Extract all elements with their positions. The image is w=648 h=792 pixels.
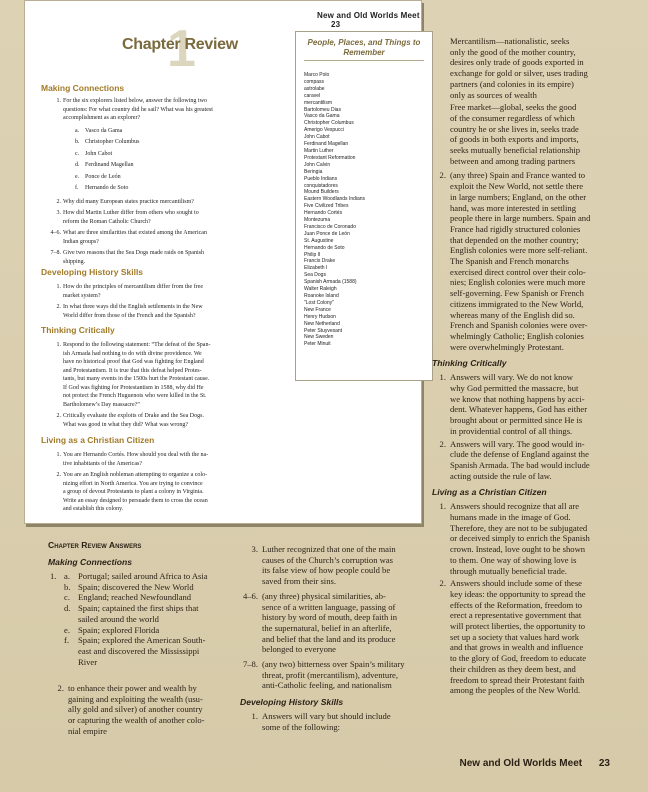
answer-line: key ideas: the opportunity to spread the bbox=[450, 588, 586, 599]
people-list-item: Francis Drake bbox=[304, 258, 336, 265]
answer-line: partners (and colonies in its empire) bbox=[450, 78, 574, 89]
answer-line: their children as they deem best, and bbox=[450, 663, 576, 674]
answer-item bbox=[439, 501, 590, 576]
answer-line: in providential control of all things. bbox=[450, 425, 573, 436]
people-list-item: "Lost Colony" bbox=[304, 299, 334, 306]
sub-text: Christopher Columbus bbox=[85, 139, 140, 145]
question-number: 1. bbox=[56, 342, 61, 348]
people-list-item: John Calvin bbox=[304, 161, 331, 168]
answer-line: English colonies were more self-reliant. bbox=[450, 245, 588, 256]
people-list-item: Spanish Armada (1588) bbox=[304, 279, 357, 286]
people-list-item: Sea Dogs bbox=[304, 272, 326, 279]
answer-text: Spain; explored Florida bbox=[78, 624, 160, 635]
answer-line: ally gold and silver) of another country bbox=[68, 704, 203, 715]
answer-line: its false view of how people could be bbox=[262, 565, 391, 576]
sub-letter: e. bbox=[75, 173, 80, 180]
answer-line: saved from their sins. bbox=[262, 576, 336, 587]
answer-line: history by word of mouth, deep faith in bbox=[262, 612, 398, 623]
answer-line: in large numbers; England, on the other bbox=[450, 191, 587, 202]
people-list-item: Pueblo Indians bbox=[304, 175, 338, 182]
answer-line: self-governing. Few Spanish or French bbox=[450, 288, 584, 299]
section-heading-living-as-christian-citizen: Living as a Christian Citizen bbox=[41, 435, 155, 445]
question-line: What was good in what they did? What was wrong? bbox=[63, 421, 189, 428]
answer-line: between and among trading partners bbox=[450, 155, 576, 166]
answer-line: acting outside the rule of law. bbox=[450, 470, 552, 481]
sub-letter: b. bbox=[75, 139, 80, 145]
people-list-item: New France bbox=[304, 306, 331, 313]
answer-item bbox=[242, 590, 398, 655]
section-heading-developing-history-skills: Developing History Skills bbox=[41, 267, 144, 277]
chapter-title-block bbox=[97, 20, 277, 78]
question-number: 2. bbox=[56, 472, 61, 478]
footer-title: New and Old Worlds Meet bbox=[459, 758, 583, 769]
people-list-item: Amerigo Vespucci bbox=[304, 127, 345, 134]
chapter-title: Chapter Review bbox=[122, 36, 238, 53]
answer-item bbox=[439, 170, 591, 352]
answer-letter: c. bbox=[64, 592, 70, 603]
people-list-item: Francisco de Coronado bbox=[304, 223, 356, 230]
answer-number: 7–8. bbox=[242, 659, 258, 669]
answer-line: effects of the Reformation, freedom to bbox=[450, 599, 583, 610]
answer-text: England; reached Newfoundland bbox=[78, 592, 192, 603]
section-heading-thinking-critically: Thinking Critically bbox=[41, 325, 115, 335]
people-list-item: Bartolomeu Dias bbox=[304, 106, 341, 113]
answer-line: and belief that the land and its produce bbox=[262, 633, 396, 644]
people-list-item: astrolabe bbox=[304, 85, 325, 92]
sub-text: Ponce de León bbox=[85, 173, 121, 180]
question-line: Write an essay designed to persuade them to cross the ocean bbox=[63, 497, 208, 504]
answer-number: 4–6. bbox=[242, 590, 258, 601]
answer-line: exploit the New World, not settle there bbox=[450, 181, 584, 192]
divider bbox=[304, 60, 424, 61]
sub-item bbox=[75, 138, 140, 147]
answer-number: 2. bbox=[439, 170, 446, 181]
answer-line: causes of the Church’s corruption was bbox=[262, 554, 394, 565]
question-line: Critically evaluate the exploits of Drake and the Sea Dogs. bbox=[63, 413, 204, 419]
question-item bbox=[56, 451, 209, 468]
sub-item bbox=[75, 127, 123, 136]
answer-item bbox=[251, 711, 391, 732]
question-item bbox=[56, 303, 203, 320]
people-list-item: Walter Raleigh bbox=[304, 286, 337, 293]
answer-text: Spain; discovered the New World bbox=[78, 581, 194, 592]
inset-page-number: 23 bbox=[331, 20, 341, 29]
answers-subheading-making-connections: Making Connections bbox=[48, 557, 133, 567]
question-line: have no historical proof that God was fighting for England bbox=[63, 359, 204, 365]
answer-number: 2. bbox=[439, 578, 446, 589]
question-line: tants, but many events in the 1500s hurt the Protestant cause. bbox=[63, 376, 210, 382]
question-number: 7–8. bbox=[50, 250, 61, 256]
answer-letter: b. bbox=[64, 581, 71, 592]
question-line: reform the Roman Catholic Church? bbox=[63, 218, 151, 225]
people-list-item: Peter Minuit bbox=[304, 341, 331, 348]
answer-line: belonged to everyone bbox=[262, 644, 336, 655]
answer-line: France had rigidly structured colonies bbox=[450, 223, 581, 234]
answer-line: erect a representative government that bbox=[450, 610, 582, 621]
question-line: Indian groups? bbox=[63, 238, 99, 245]
answer-line: seeks mutually beneficial relationship bbox=[450, 145, 581, 155]
answer-line: brought about or permitted since He is bbox=[450, 415, 583, 426]
question-item bbox=[56, 283, 204, 300]
answer-line bbox=[64, 571, 208, 582]
people-list-item: St. Augustine bbox=[304, 237, 334, 244]
question-line: World differ from those of the French and the Spanish? bbox=[63, 312, 196, 319]
question-item bbox=[50, 229, 207, 246]
footer-page-number: 23 bbox=[598, 758, 610, 769]
sub-text: Ferdinand Magellan bbox=[85, 162, 134, 168]
answer-line: set up a society that values hard work bbox=[450, 631, 580, 642]
question-line: Bartholomew’s Day massacre?” bbox=[63, 401, 140, 408]
answer-line: exercised direct control over their colo- bbox=[450, 266, 586, 277]
question-number: 1. bbox=[56, 284, 61, 290]
question-line: You are Hernando Cortés. How should you deal with the na- bbox=[63, 452, 209, 458]
answer-line bbox=[64, 603, 208, 614]
answer-line: threat, profit (mercantilism), adventure, bbox=[262, 669, 399, 680]
answer-line: why God permitted the massacre, but bbox=[450, 383, 579, 393]
sub-text: John Cabot bbox=[85, 150, 113, 157]
people-list-item: compass bbox=[304, 78, 325, 85]
answer-line: Answers should include some of these bbox=[450, 578, 582, 589]
page-footer bbox=[459, 758, 610, 769]
answer-line: citizens immigrated to the New World, bbox=[450, 298, 584, 309]
answer-item bbox=[242, 659, 405, 691]
people-list-item: New Sweden bbox=[304, 334, 334, 341]
people-box-title-text: People, Places, and Things to Remember bbox=[307, 38, 421, 57]
question-item bbox=[56, 471, 208, 514]
question-item bbox=[56, 341, 211, 409]
answer-line: or capturing the wealth of another colo- bbox=[68, 715, 205, 726]
people-list-item: Marco Polo bbox=[304, 72, 330, 78]
question-item bbox=[50, 249, 204, 266]
answer-line: French and Spanish colonies were over- bbox=[450, 320, 588, 331]
people-list-item: Martin Luther bbox=[304, 147, 334, 154]
people-list-item: caravel bbox=[304, 92, 321, 99]
people-list-item: Eastern Woodlands Indians bbox=[304, 196, 366, 203]
question-line: In what three ways did the English settlements in the New bbox=[63, 304, 203, 310]
answer-line: of the consumer regardless of which bbox=[450, 112, 575, 123]
answer-text: sailed around the world bbox=[78, 613, 159, 624]
people-list-item: Beringia bbox=[304, 168, 323, 175]
question-item bbox=[56, 198, 194, 207]
answer-line: to them. One way of showing love is bbox=[450, 554, 577, 565]
question-line: market system? bbox=[63, 292, 101, 299]
sub-item bbox=[75, 184, 129, 193]
answer-line: (any three) Spain and France wanted to bbox=[450, 170, 586, 181]
answers-heading: Chapter Review Answers bbox=[48, 540, 142, 550]
answer-number: 1. bbox=[251, 711, 258, 722]
question-line: Respond to the following statement: “The defeat of the Span- bbox=[63, 342, 211, 348]
question-number: 2. bbox=[56, 413, 61, 419]
answer-line bbox=[64, 657, 208, 668]
sub-letter: c. bbox=[75, 150, 80, 157]
answer-line: desires only trade of goods exported in bbox=[450, 57, 584, 68]
question-item bbox=[56, 412, 204, 429]
answer-line: to enhance their power and wealth by bbox=[68, 683, 197, 693]
answer-text: Spain; explored the American South- bbox=[78, 635, 206, 646]
answer-line: Answers will vary. We do not know bbox=[450, 372, 573, 383]
question-line: not protect the French Huguenots who were killed in the St. bbox=[63, 393, 207, 399]
answer-item bbox=[439, 438, 590, 482]
answer-letter: d. bbox=[64, 603, 71, 614]
question-number: 1. bbox=[56, 452, 61, 458]
people-list-item: Vasco da Gama bbox=[304, 113, 340, 120]
answer-line: Answers should recognize that all are bbox=[450, 501, 580, 512]
people-list-item: conquistadores bbox=[304, 182, 338, 189]
answer-line bbox=[64, 635, 208, 646]
people-list-item: Hernando Cortés bbox=[304, 210, 343, 217]
chapter-number: 1 bbox=[167, 20, 196, 78]
answer-line: or deceived simply to enrich the Spanish bbox=[450, 533, 590, 544]
answer-line: humans made in the image of God. bbox=[450, 512, 571, 522]
people-list-item: Protestant Reformation bbox=[304, 154, 356, 161]
people-list-item: Five Civilized Tribes bbox=[304, 203, 349, 210]
sub-text: Hernando de Soto bbox=[85, 185, 129, 191]
people-list-item: Mound Builders bbox=[304, 189, 339, 196]
answer-number: 2. bbox=[57, 683, 64, 693]
answer-line: Answers will vary. The good would in- bbox=[450, 438, 585, 449]
people-list-item: Roanoke Island bbox=[304, 293, 339, 299]
question-line: accomplishment as an explorer? bbox=[63, 115, 141, 121]
answer-line: whereas many of the English did so. bbox=[450, 309, 575, 320]
question-line: If God was fighting for Protestantism in 1588, why did He bbox=[63, 384, 204, 391]
question-line: What are three similarities that existed among the American bbox=[63, 230, 207, 236]
answer-line: only the good of the mother country, bbox=[450, 46, 576, 57]
people-list-item: New Netherland bbox=[304, 320, 340, 327]
people-list-item: Hernando de Soto bbox=[304, 244, 345, 251]
answer-text: River bbox=[78, 656, 98, 667]
answers-subheading-developing-history-skills: Developing History Skills bbox=[240, 697, 344, 708]
answer-number: 2. bbox=[439, 438, 446, 449]
people-list-item: Henry Hudson bbox=[304, 313, 336, 320]
question-line: a group of devout Protestants to plant a colony in Virginia. bbox=[63, 489, 204, 495]
answer-letter: e. bbox=[64, 624, 70, 635]
question-line: ish Armada had nothing to do with divine providence. We bbox=[63, 350, 202, 357]
question-line: tive inhabitants of the Americas? bbox=[63, 460, 142, 467]
answer-line: whelmingly Catholic; English colonies bbox=[450, 330, 584, 341]
answer-number: 3. bbox=[251, 544, 258, 554]
question-line: How do the principles of mercantilism differ from the free bbox=[63, 284, 204, 290]
question-line: nizing effort in North America. You are trying to convince bbox=[63, 480, 203, 487]
people-list-item: Juan Ponce de León bbox=[304, 230, 350, 237]
section-heading-making-connections: Making Connections bbox=[41, 83, 125, 93]
people-list-item: Christopher Columbus bbox=[304, 120, 354, 127]
answer-line: will protect liberties, the opportunity to bbox=[450, 621, 586, 631]
people-list-item: Elizabeth I bbox=[304, 265, 328, 272]
answer-letter: f. bbox=[64, 635, 70, 646]
sub-item bbox=[75, 161, 134, 170]
answer-line: Mercantilism—nationalistic, seeks bbox=[450, 36, 570, 46]
answer-item bbox=[439, 372, 588, 436]
answer-line bbox=[64, 646, 208, 657]
people-box-title bbox=[296, 38, 432, 58]
sub-item bbox=[75, 173, 121, 182]
people-places-box bbox=[295, 31, 433, 381]
question-item bbox=[56, 97, 213, 123]
answer-line: (any three) physical similarities, ab- bbox=[262, 590, 386, 601]
people-list-item: Philip II bbox=[304, 251, 321, 258]
question-number: 3. bbox=[56, 210, 61, 216]
people-list-item: Peter Stuyvesant bbox=[304, 327, 343, 334]
sub-item bbox=[75, 150, 113, 159]
answer-number: 1. bbox=[439, 501, 446, 512]
answer-line: and that grows in wealth and influence bbox=[450, 642, 584, 653]
answer-number: 1. bbox=[439, 372, 446, 383]
answer-line: crown. Instead, love ought to be shown bbox=[450, 544, 586, 555]
sub-text: Vasco da Gama bbox=[85, 127, 123, 134]
inset-running-title: New and Old Worlds Meet bbox=[317, 11, 420, 20]
answer-line: Luther recognized that one of the main bbox=[262, 544, 396, 554]
answer-line: Free market—global, seeks the good bbox=[450, 102, 577, 113]
answer-line: only as sources of wealth bbox=[450, 89, 537, 100]
answer-item bbox=[439, 578, 587, 696]
answer-line: hand, was more interested in settling bbox=[450, 202, 577, 213]
question-line: You are an English nobleman attempting to organize a colo- bbox=[63, 472, 208, 478]
answer-line: some of the following: bbox=[262, 721, 341, 732]
answer-letter: a. bbox=[64, 571, 70, 581]
answer-line: the supernatural, belief in an afterlife, bbox=[262, 622, 392, 633]
answer-paragraph-free-market bbox=[450, 102, 580, 166]
question-line: and Protestantism. It is true that this defeat helped Protes- bbox=[63, 367, 202, 374]
answer-line: we know that nothing happens by acci- bbox=[450, 393, 585, 404]
answer-line: among the peoples of the New World. bbox=[450, 685, 581, 696]
answer-line: nial empire bbox=[68, 725, 107, 736]
answer-line: to the glory of God, freedom to educate bbox=[450, 653, 587, 664]
answer-line: nies; English colonies were much more bbox=[450, 277, 586, 288]
answer-line: Therefore, they are not to be subjugated bbox=[450, 522, 588, 533]
people-list-item: John Cabot bbox=[304, 134, 330, 141]
question-number: 1. bbox=[56, 98, 61, 104]
answer-line: of goods in both exports and imports, bbox=[450, 134, 579, 145]
answer-line: gaining and exploiting the wealth (usu- bbox=[68, 693, 203, 704]
question-line: shipping. bbox=[63, 258, 86, 265]
answer-text: Spain; captained the first ships that bbox=[78, 603, 199, 614]
question-number: 2. bbox=[56, 304, 61, 310]
answer-line bbox=[64, 625, 208, 636]
sub-letter: d. bbox=[75, 162, 80, 168]
answer-line: freedom to spread their Protestant faith bbox=[450, 674, 585, 685]
answer-paragraph-mercantilism bbox=[450, 36, 588, 100]
answer-line: Spanish Armada. The bad would include bbox=[450, 459, 590, 470]
question-line: and establish this colony. bbox=[63, 506, 124, 512]
people-list bbox=[304, 72, 365, 348]
question-line: Give two reasons that the Sea Dogs made raids on Spanish bbox=[63, 250, 204, 256]
answer-line: clude the defense of England against the bbox=[450, 449, 589, 460]
answer-item bbox=[57, 683, 205, 737]
answer-item bbox=[50, 571, 208, 667]
answer-line: dent. Whatever happens, God has either bbox=[450, 404, 588, 415]
people-list-item: mercantilism bbox=[304, 99, 333, 106]
question-item bbox=[56, 209, 199, 226]
people-list-item: Montezuma bbox=[304, 217, 331, 224]
answer-line: country he or she lives in, seeks trade bbox=[450, 123, 579, 134]
answer-line: sence of a written language, passing of bbox=[262, 601, 396, 612]
answer-text: Portugal; sailed around Africa to Asia bbox=[78, 571, 208, 581]
sub-letter: a. bbox=[75, 127, 80, 134]
answers-subheading-thinking-critically: Thinking Critically bbox=[432, 358, 507, 369]
question-line: questions: For what country did he sail? What was his greatest bbox=[63, 106, 213, 113]
question-line: For the six explorers listed below, answer the following two bbox=[63, 98, 207, 104]
question-number: 4–6. bbox=[50, 230, 61, 236]
question-line: How did Martin Luther differ from others who sought to bbox=[63, 210, 199, 216]
answer-number: 1. bbox=[50, 571, 57, 581]
answer-line: exchange for gold or silver, uses trading bbox=[450, 68, 588, 79]
answer-line bbox=[64, 592, 208, 603]
answer-line: through mutually beneficial trade. bbox=[450, 565, 567, 576]
question-number: 2. bbox=[56, 198, 61, 205]
question-line: Why did many European states practice mercantilism? bbox=[63, 198, 194, 205]
people-list-item: Ferdinand Magellan bbox=[304, 141, 349, 148]
answer-item bbox=[251, 544, 396, 587]
answer-line: The Spanish and French monarchs bbox=[450, 256, 569, 267]
answer-text: east and discovered the Mississippi bbox=[78, 645, 200, 656]
inset-running-header bbox=[317, 11, 421, 29]
answer-line: anti-Catholic feeling, and nationalism bbox=[262, 680, 392, 691]
answer-line: that depended on the mother country; bbox=[450, 234, 579, 245]
answer-line: Answers will vary but should include bbox=[262, 711, 391, 722]
answer-line bbox=[64, 582, 208, 593]
answer-line: (any two) bitterness over Spain’s military bbox=[262, 659, 405, 669]
answer-line: were overwhelmingly Protestant. bbox=[450, 341, 564, 352]
student-page-inset bbox=[24, 0, 422, 524]
answer-line: people there in large numbers. Spain and bbox=[450, 213, 591, 224]
answer-line bbox=[64, 614, 208, 625]
sub-letter: f. bbox=[75, 185, 79, 191]
answers-subheading-living-as-christian-citizen: Living as a Christian Citizen bbox=[432, 487, 547, 498]
